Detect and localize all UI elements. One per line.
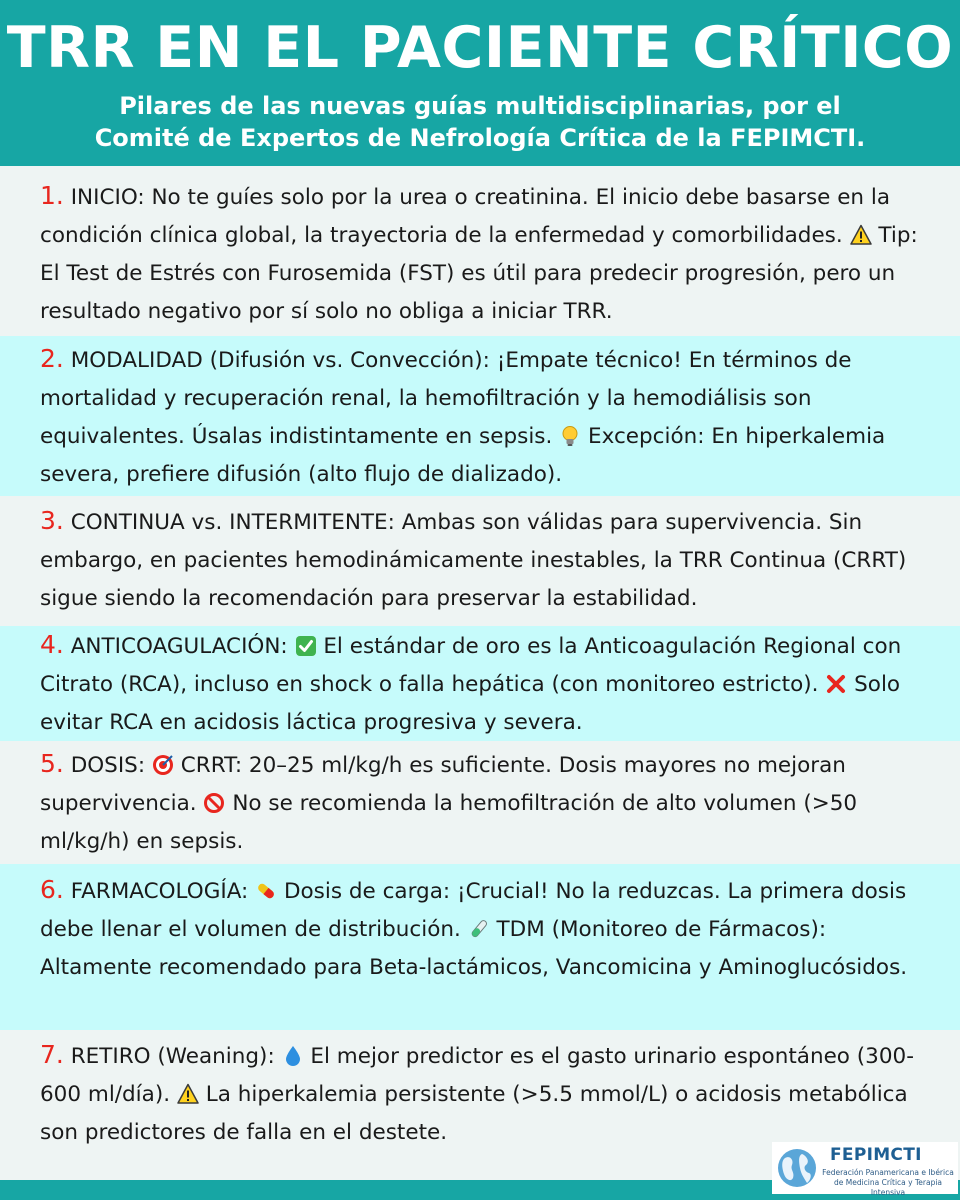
item-text: DOSIS: (70, 753, 146, 778)
item-tip-text: Tip: El Test de Estrés con Furosemida (FST) es útil para predecir progresión, pero un resultado negativo por sí solo no obliga a iniciar TRR. (40, 223, 918, 324)
item-text-3: TDM (Monitoreo de Fármacos): Altamente recomendado para Beta-lactámicos, Vancomicina y Aminoglucósidos. (40, 917, 908, 980)
item-number: 3. (40, 506, 64, 535)
item-anticoagulacion (0, 626, 960, 741)
item-text-2: El mejor predictor es el gasto urinario espontáneo (300-600 ml/día). (40, 1044, 914, 1107)
item-modalidad (0, 336, 960, 496)
subtitle-line-1: Pilares de las nuevas guías multidisciplinarias, por el (119, 92, 841, 120)
logo-name: FEPIMCTI (830, 1145, 922, 1165)
item-farmacologia (0, 864, 960, 1030)
item-dosis (0, 741, 960, 864)
item-text-2: CRRT: 20–25 ml/kg/h es suficiente. Dosis mayores no mejoran supervivencia. (40, 753, 846, 816)
item-continua (0, 496, 960, 626)
droplet-icon (282, 1042, 304, 1064)
item-number: 7. (40, 1040, 64, 1069)
item-number: 1. (40, 181, 64, 210)
item-exception-text: Excepción: En hiperkalemia severa, prefiere difusión (alto flujo de dializado). (40, 424, 886, 487)
item-inicio (0, 166, 960, 336)
item-text-3: La hiperkalemia persistente (>5.5 mmol/L) o acidosis metabólica son predictores de falla en el destete. (40, 1082, 908, 1145)
item-text-3: Solo evitar RCA en acidosis láctica progresiva y severa. (40, 672, 901, 735)
header-banner (0, 0, 960, 166)
globe-icon (776, 1146, 818, 1194)
item-number: 2. (40, 344, 64, 373)
logo-subtitle: Federación Panamericana e Ibérica de Medicina Crítica y Terapia Intensiva (822, 1168, 954, 1197)
item-text: RETIRO (Weaning): (70, 1044, 275, 1069)
item-number: 6. (40, 875, 64, 904)
target-icon (152, 751, 174, 773)
item-text: FARMACOLOGÍA: (70, 879, 249, 904)
pill-icon (255, 877, 277, 899)
page-subtitle (0, 90, 960, 154)
warning-icon (177, 1080, 199, 1102)
subtitle-line-2: Comité de Expertos de Nefrología Crítica de la FEPIMCTI. (94, 124, 866, 152)
test-tube-icon (468, 915, 490, 937)
item-number: 4. (40, 630, 64, 659)
item-text-2: El estándar de oro es la Anticoagulación Regional con Citrato (RCA), incluso en shock o falla hepática (con monitoreo estricto). (40, 634, 902, 697)
page-title: TRR EN EL PACIENTE CRÍTICO (6, 15, 954, 81)
warning-icon (850, 221, 872, 243)
cross-icon (825, 670, 847, 692)
item-text: INICIO: No te guíes solo por la urea o creatinina. El inicio debe basarse en la condición clínica global, la trayectoria de la enfermedad y comorbilidades. (40, 185, 891, 248)
item-number: 5. (40, 749, 64, 778)
item-text: MODALIDAD (Difusión vs. Convección): ¡Empate técnico! En términos de mortalidad y recuperación renal, la hemofiltración y la hemodiálisis son equivalentes. Úsalas indistintamente en sepsis. (40, 348, 852, 449)
item-text-3: No se recomienda la hemofiltración de alto volumen (>50 ml/kg/h) en sepsis. (40, 791, 858, 854)
prohibited-icon (203, 789, 225, 811)
item-text-2: Dosis de carga: ¡Crucial! No la reduzcas. La primera dosis debe llenar el volumen de distribución. (40, 879, 907, 942)
lightbulb-icon (559, 422, 581, 444)
item-text: ANTICOAGULACIÓN: (70, 634, 288, 659)
check-icon (295, 632, 317, 654)
item-text: CONTINUA vs. INTERMITENTE: Ambas son válidas para supervivencia. Sin embargo, en pacientes hemodinámicamente inestables, la TRR Continua (CRRT) sigue siendo la recomendación para preservar la estabilidad. (40, 510, 907, 611)
fepimcti-logo (772, 1142, 958, 1197)
